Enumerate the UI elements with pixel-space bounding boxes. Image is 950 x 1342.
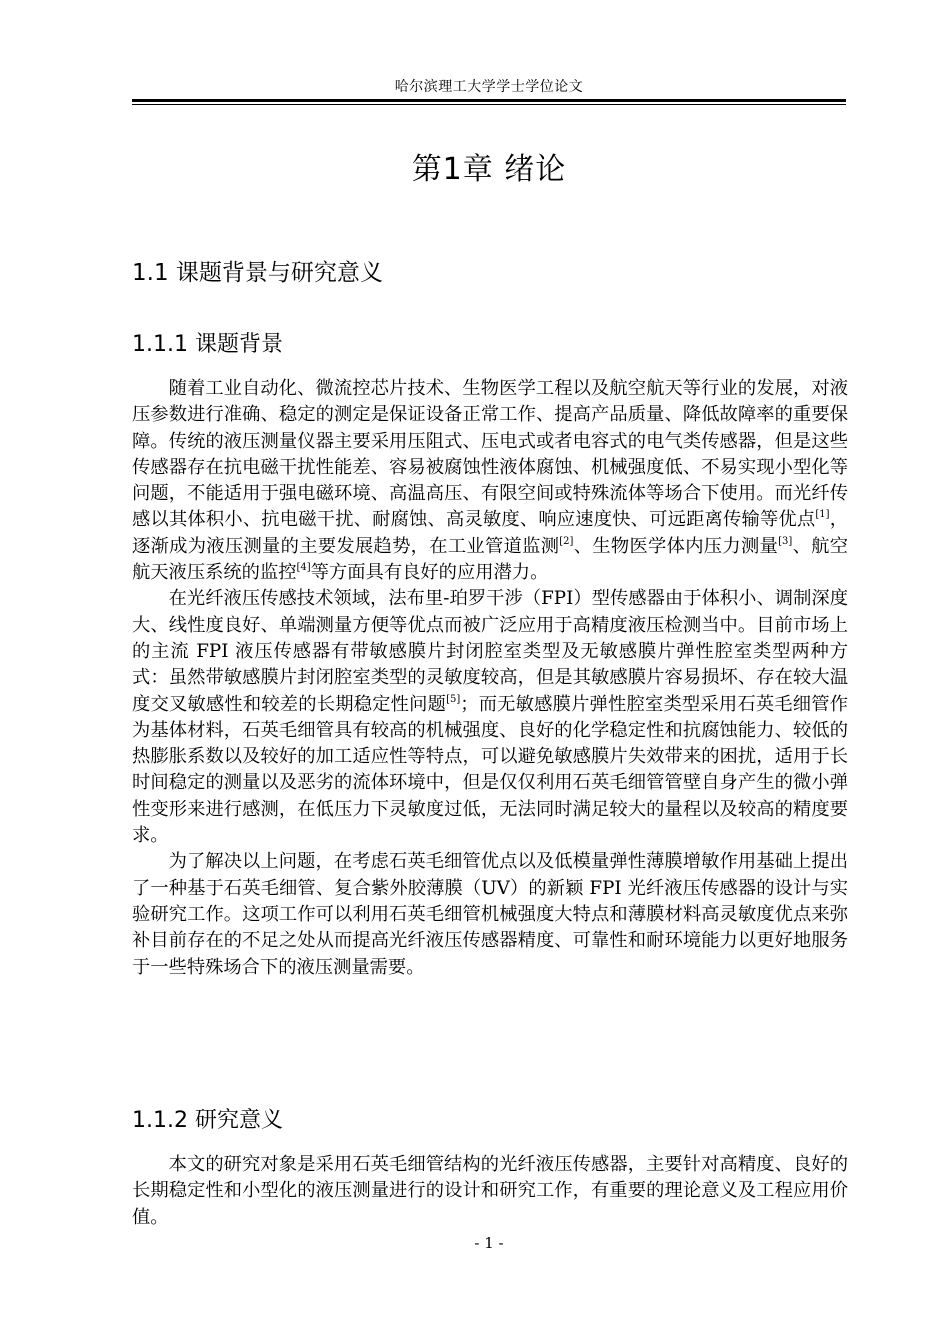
- background-body: [132, 376, 848, 981]
- header-rule-thick: [132, 99, 846, 102]
- paragraph-text: ；而无敏感膜片弹性腔室类型采用石英毛细管作为基体材料，石英毛细管具有较高的机械强度、良好的化学稳定性和抗腐蚀能力、较低的热膨胀系数以及较好的加工适应性等特点，可以避免敏感膜片失效带来的困扰，适用于长时间稳定的测量以及恶劣的流体环境中，但是仅仅利用石英毛细管管壁自身产生的微小弹性变形来进行感测，在低压力下灵敏度过低，无法同时满足较大的量程以及较高的精度要求。: [132, 693, 848, 847]
- section-heading-1-1-2: 1.1.2 研究意义: [132, 1108, 283, 1133]
- running-header: 哈尔滨理工大学学士学位论文: [394, 79, 584, 95]
- section-heading-1-1-1: 1.1.1 课题背景: [132, 332, 283, 357]
- significance-paragraph-1: 本文的研究对象是采用石英毛细管结构的光纤液压传感器，主要针对高精度、良好的长期稳定性和小型化的液压测量进行的设计和研究工作，有重要的理论意义及工程应用价值。: [132, 1154, 848, 1228]
- citation-ref-2: [2]: [559, 535, 574, 547]
- background-paragraph-2: [132, 586, 848, 849]
- background-paragraph-3: 为了解决以上问题，在考虑石英毛细管优点以及低模量弹性薄膜增敏作用基础上提出了一种基于石英毛细管、复合紫外胶薄膜（UV）的新颖 FPI 光纤液压传感器的设计与实验研究工作。这项工作可以利用石英毛细管机械强度大特点和薄膜材料高灵敏度优点来弥补目前存在的不足之处从而提高光纤液压传感器精度、可靠性和耐环境能力以更好地服务于一些特殊场合下的液压测量需要。: [132, 851, 848, 978]
- citation-ref-3: [3]: [778, 535, 793, 547]
- page-number: - 1 -: [474, 1234, 504, 1252]
- paragraph-text: 在光纤液压传感技术领域，法布里-珀罗干涉（FPI）型传感器由于体积小、调制深度大、线性度良好、单端测量方便等优点而被广泛应用于高精度液压检测当中。目前市场上的主流 FPI 液压传感器有带敏感膜片封闭腔室类型及无敏感膜片弹性腔室类型两种方式：虽然带敏感膜片封闭腔室类型的灵敏度较高，但是其敏感膜片容易损坏、存在较大温度交叉敏感性和较差的长期稳定性问题: [132, 588, 848, 715]
- citation-ref-1: [1]: [815, 509, 830, 521]
- background-paragraph-1: [132, 376, 848, 586]
- significance-body: [132, 1152, 848, 1231]
- citation-ref-4: [4]: [296, 562, 311, 574]
- section-heading-1-1: 1.1 课题背景与研究意义: [132, 260, 383, 286]
- paragraph-text: 、航空航天液压系统的监控: [132, 535, 849, 584]
- chapter-title: 第1章 绪论: [411, 152, 567, 187]
- paragraph-text: 随着工业自动化、微流控芯片技术、生物医学工程以及航空航天等行业的发展，对液压参数进行准确、稳定的测定是保证设备正常工作、提高产品质量、降低故障率的重要保障。传统的液压测量仪器主要采用压阻式、压电式或者电容式的电气类传感器，但是这些传感器存在抗电磁干扰性能差、容易被腐蚀性液体腐蚀、机械强度低、不易实现小型化等问题，不能适用于强电磁环境、高温高压、有限空间或特殊流体等场合下使用。而光纤传感以其体积小、抗电磁干扰、耐腐蚀、高灵敏度、响应速度快、可远距离传输等优点: [132, 378, 848, 531]
- paragraph-text: ，逐渐成为液压测量的主要发展趋势，在工业管道监测: [132, 509, 849, 557]
- paragraph-text: 等方面具有良好的应用潜力。: [310, 562, 549, 584]
- paragraph-text: 、生物医学体内压力测量: [573, 535, 779, 557]
- header-rule-thin: [132, 104, 846, 105]
- citation-ref-5: [5]: [446, 693, 461, 705]
